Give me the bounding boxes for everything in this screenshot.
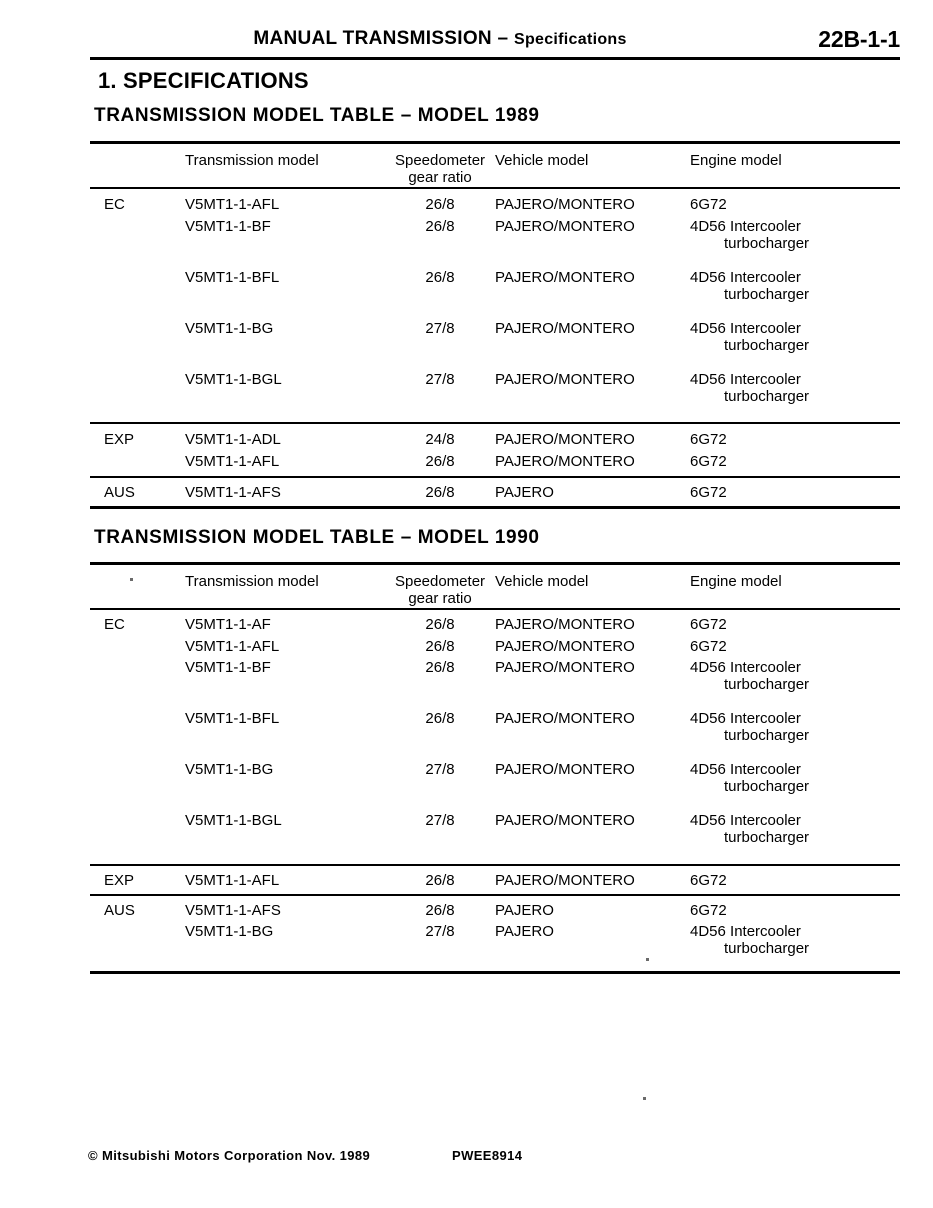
table-cell-engine xyxy=(690,320,809,354)
table-row: V5MT1-1-BFL xyxy=(185,269,280,286)
table-cell-speedometer: 26/8 xyxy=(425,484,455,501)
column-header-speedometer-line1: Speedometer xyxy=(394,152,486,169)
table-cell-engine xyxy=(690,812,809,846)
table-cell-speedometer: 26/8 xyxy=(425,269,455,286)
copyright-notice: © Mitsubishi Motors Corporation Nov. 1989 xyxy=(88,1148,371,1163)
table-cell-engine: 6G72 xyxy=(690,902,727,919)
table-row: V5MT1-1-BFL xyxy=(185,710,280,727)
table-cell-vehicle: PAJERO/MONTERO xyxy=(495,431,635,448)
table-cell-engine xyxy=(690,710,809,744)
table-cell-engine xyxy=(690,218,809,252)
table-cell-vehicle: PAJERO/MONTERO xyxy=(495,638,635,655)
engine-model-line2: turbocharger xyxy=(724,829,810,846)
engine-model-line2: turbocharger xyxy=(724,286,810,303)
engine-model-line2: turbocharger xyxy=(724,940,810,957)
table-row: V5MT1-1-AFL xyxy=(185,872,280,889)
table-cell-speedometer: 26/8 xyxy=(425,659,455,676)
table-row: V5MT1-1-AFS xyxy=(185,902,281,919)
engine-model-line1: 4D56 Intercooler xyxy=(690,761,801,778)
engine-model-line1: 4D56 Intercooler xyxy=(690,659,801,676)
table-cell-speedometer: 27/8 xyxy=(425,761,455,778)
engine-model-line2: turbocharger xyxy=(724,388,810,405)
scan-speck xyxy=(643,1097,646,1100)
header-title-dash: – xyxy=(491,28,514,49)
region-label-ec: EC xyxy=(104,616,125,633)
table-row: V5MT1-1-BF xyxy=(185,218,271,235)
table-cell-engine xyxy=(690,923,809,957)
table-cell-engine: 6G72 xyxy=(690,638,727,655)
table-cell-vehicle: PAJERO/MONTERO xyxy=(495,872,635,889)
table-title-1990: TRANSMISSION MODEL TABLE – MODEL 1990 xyxy=(94,527,540,548)
table-cell-engine: 6G72 xyxy=(690,872,727,889)
table-cell-engine: 6G72 xyxy=(690,431,727,448)
engine-model-line1: 4D56 Intercooler xyxy=(690,269,801,286)
table-title-1989: TRANSMISSION MODEL TABLE – MODEL 1989 xyxy=(94,105,540,126)
running-header xyxy=(90,28,900,58)
engine-model-line1: 4D56 Intercooler xyxy=(690,812,801,829)
table-cell-speedometer: 26/8 xyxy=(425,218,455,235)
engine-model-line2: turbocharger xyxy=(724,727,810,744)
table-cell-vehicle: PAJERO/MONTERO xyxy=(495,659,635,676)
table-group-divider xyxy=(90,422,900,424)
table-row: V5MT1-1-BF xyxy=(185,659,271,676)
column-header-engine-model: Engine model xyxy=(690,573,782,590)
scan-speck xyxy=(646,958,649,961)
table-cell-speedometer: 27/8 xyxy=(425,371,455,388)
table-cell-vehicle: PAJERO/MONTERO xyxy=(495,371,635,388)
table-cell-speedometer: 24/8 xyxy=(425,431,455,448)
engine-model-line1: 4D56 Intercooler xyxy=(690,371,801,388)
table-row: V5MT1-1-ADL xyxy=(185,431,281,448)
table-cell-vehicle: PAJERO/MONTERO xyxy=(495,453,635,470)
page-title: 1. SPECIFICATIONS xyxy=(98,68,309,93)
table-cell-speedometer: 27/8 xyxy=(425,923,455,940)
column-header-speedometer-line2: gear ratio xyxy=(408,169,472,186)
table-cell-engine: 6G72 xyxy=(690,616,727,633)
engine-model-line1: 4D56 Intercooler xyxy=(690,710,801,727)
table-row: V5MT1-1-AFL xyxy=(185,453,280,470)
table-cell-vehicle: PAJERO/MONTERO xyxy=(495,616,635,633)
column-header-vehicle-model: Vehicle model xyxy=(495,152,589,169)
table-cell-speedometer: 26/8 xyxy=(425,616,455,633)
table-cell-speedometer: 26/8 xyxy=(425,453,455,470)
table-group-divider xyxy=(90,864,900,866)
table-header-divider xyxy=(90,187,900,189)
region-label-exp: EXP xyxy=(104,431,135,448)
table-cell-vehicle: PAJERO/MONTERO xyxy=(495,812,635,829)
table-cell-vehicle: PAJERO/MONTERO xyxy=(495,196,635,213)
table-cell-speedometer: 26/8 xyxy=(425,638,455,655)
engine-model-line1: 4D56 Intercooler xyxy=(690,218,801,235)
table-cell-vehicle: PAJERO/MONTERO xyxy=(495,761,635,778)
scan-speck xyxy=(130,578,133,581)
table-row: V5MT1-1-BG xyxy=(185,761,274,778)
table-top-border xyxy=(90,141,900,144)
table-cell-speedometer: 26/8 xyxy=(425,872,455,889)
engine-model-line2: turbocharger xyxy=(724,778,810,795)
engine-model-line1: 4D56 Intercooler xyxy=(690,923,801,940)
region-label-aus: AUS xyxy=(104,902,135,919)
table-row: V5MT1-1-BGL xyxy=(185,812,282,829)
table-cell-vehicle: PAJERO/MONTERO xyxy=(495,269,635,286)
table-cell-speedometer: 27/8 xyxy=(425,320,455,337)
table-row: V5MT1-1-BGL xyxy=(185,371,282,388)
engine-model-line2: turbocharger xyxy=(724,337,810,354)
header-title xyxy=(90,28,790,50)
table-row: V5MT1-1-AFL xyxy=(185,196,280,213)
table-header-divider xyxy=(90,608,900,610)
region-label-aus: AUS xyxy=(104,484,135,501)
table-cell-vehicle: PAJERO/MONTERO xyxy=(495,218,635,235)
table-cell-engine xyxy=(690,371,809,405)
table-row: V5MT1-1-AF xyxy=(185,616,271,633)
table-cell-engine xyxy=(690,761,809,795)
region-label-ec: EC xyxy=(104,196,125,213)
table-cell-vehicle: PAJERO/MONTERO xyxy=(495,320,635,337)
document-code: PWEE8914 xyxy=(452,1148,523,1163)
engine-model-line2: turbocharger xyxy=(724,235,810,252)
table-cell-vehicle: PAJERO xyxy=(495,923,554,940)
table-cell-speedometer: 26/8 xyxy=(425,196,455,213)
table-row: V5MT1-1-BG xyxy=(185,923,274,940)
table-row: V5MT1-1-AFL xyxy=(185,638,280,655)
header-divider xyxy=(90,57,900,60)
table-cell-engine xyxy=(690,269,809,303)
column-header-speedometer-line2: gear ratio xyxy=(408,590,472,607)
table-cell-engine xyxy=(690,659,809,693)
column-header-transmission-model: Transmission model xyxy=(185,152,319,169)
table-group-divider xyxy=(90,476,900,478)
region-label-exp: EXP xyxy=(104,872,135,889)
table-top-border xyxy=(90,562,900,565)
table-group-divider xyxy=(90,894,900,896)
table-cell-engine: 6G72 xyxy=(690,484,727,501)
table-cell-engine: 6G72 xyxy=(690,196,727,213)
table-cell-speedometer: 26/8 xyxy=(425,710,455,727)
column-header-engine-model: Engine model xyxy=(690,152,782,169)
column-header-vehicle-model: Vehicle model xyxy=(495,573,589,590)
table-cell-vehicle: PAJERO/MONTERO xyxy=(495,710,635,727)
table-bottom-border xyxy=(90,971,900,974)
engine-model-line1: 4D56 Intercooler xyxy=(690,320,801,337)
header-title-main: MANUAL TRANSMISSION xyxy=(253,28,492,49)
table-cell-engine: 6G72 xyxy=(690,453,727,470)
table-cell-vehicle: PAJERO xyxy=(495,902,554,919)
table-cell-speedometer: 26/8 xyxy=(425,902,455,919)
table-bottom-border xyxy=(90,506,900,509)
table-row: V5MT1-1-BG xyxy=(185,320,274,337)
page-number: 22B-1-1 xyxy=(818,26,900,52)
header-title-sub: Specifications xyxy=(513,31,627,48)
engine-model-line2: turbocharger xyxy=(724,676,810,693)
table-cell-speedometer: 27/8 xyxy=(425,812,455,829)
column-header-transmission-model: Transmission model xyxy=(185,573,319,590)
table-cell-vehicle: PAJERO xyxy=(495,484,554,501)
column-header-speedometer-line1: Speedometer xyxy=(394,573,486,590)
table-row: V5MT1-1-AFS xyxy=(185,484,281,501)
